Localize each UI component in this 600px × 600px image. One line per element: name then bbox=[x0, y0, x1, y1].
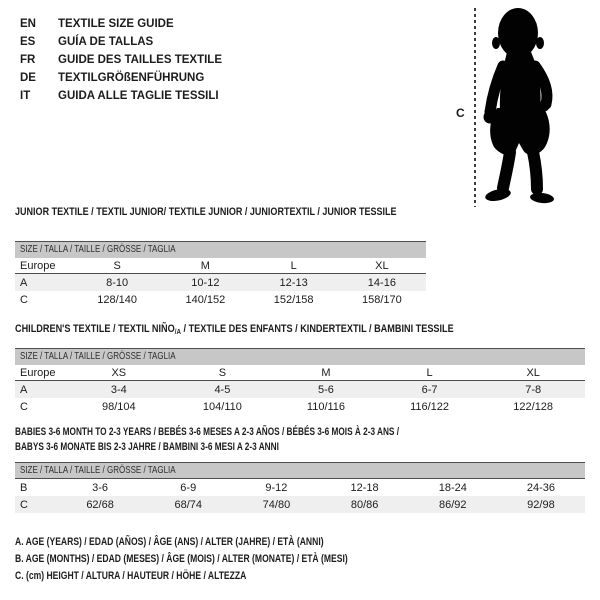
table-row bbox=[15, 258, 426, 274]
title-text: / TEXTILE DES ENFANTS / KINDERTEXTIL / BAMBINI TESSILE bbox=[180, 323, 454, 335]
value-cell: 10-12 bbox=[191, 276, 220, 289]
height-measure-dashed-line bbox=[474, 8, 476, 207]
language-code: FR bbox=[20, 54, 36, 66]
guide-title-it: GUIDA ALLE TAGLIE TESSILI bbox=[58, 90, 219, 102]
language-code: EN bbox=[20, 18, 36, 30]
table-row bbox=[15, 479, 585, 496]
value-cell: 74/80 bbox=[262, 498, 291, 511]
language-row-en bbox=[20, 15, 222, 33]
language-code: ES bbox=[20, 36, 36, 48]
footnote-a: A. AGE (YEARS) / EDAD (AÑOS) / ÂGE (ANS) / ALTER (JAHRE) / ETÀ (ANNI) bbox=[15, 536, 324, 548]
row-label: B bbox=[20, 481, 28, 494]
size-cell: XS bbox=[111, 366, 127, 379]
row-label: C bbox=[20, 400, 28, 413]
value-cell: 4-5 bbox=[214, 383, 231, 396]
title-line-2: BABYS 3-6 MONATE BIS 2-3 JAHRE / BAMBINI 3-6 MESI A 2-3 ANNI bbox=[15, 441, 279, 453]
title-text: CHILDREN'S TEXTILE / TEXTIL NIÑO bbox=[15, 323, 175, 335]
baby-silhouette-icon bbox=[481, 6, 573, 207]
table-row bbox=[15, 274, 426, 291]
babies-table bbox=[15, 462, 585, 513]
value-cell: 110/116 bbox=[306, 400, 346, 413]
value-cell: 152/158 bbox=[273, 293, 314, 306]
value-cell: 6-7 bbox=[421, 383, 438, 396]
junior-textile-section bbox=[15, 205, 480, 308]
value-cell: 12-13 bbox=[279, 276, 308, 289]
size-header-label: SIZE / TALLA / TAILLE / GRÖSSE / TAGLIA bbox=[20, 351, 176, 362]
childrens-table-title bbox=[15, 322, 488, 339]
childrens-textile-section bbox=[15, 322, 585, 415]
size-cell: S bbox=[218, 366, 227, 379]
language-code: DE bbox=[20, 72, 36, 84]
size-header-label: SIZE / TALLA / TAILLE / GRÖSSE / TAGLIA bbox=[20, 465, 176, 476]
footnote-c: C. (cm) HEIGHT / ALTURA / HAUTEUR / HÖHE / ALTEZZA bbox=[15, 570, 247, 582]
value-cell: 98/104 bbox=[101, 400, 136, 413]
language-code: IT bbox=[20, 90, 31, 102]
language-row-it bbox=[20, 87, 222, 105]
value-cell: 68/74 bbox=[174, 498, 203, 511]
value-cell: 6-9 bbox=[180, 481, 197, 494]
value-cell: 62/68 bbox=[86, 498, 114, 511]
row-label: A bbox=[20, 383, 28, 396]
junior-table-title: JUNIOR TEXTILE / TEXTIL JUNIOR/ TEXTILE JUNIOR / JUNIORTEXTIL / JUNIOR TESSILE bbox=[15, 206, 397, 218]
junior-table bbox=[15, 241, 426, 308]
table-row bbox=[15, 496, 585, 513]
height-measure-label: C bbox=[456, 106, 465, 120]
value-cell: 122/128 bbox=[513, 400, 554, 413]
value-cell: 80/86 bbox=[350, 498, 379, 511]
size-header-label: SIZE / TALLA / TAILLE / GRÖSSE / TAGLIA bbox=[20, 244, 176, 255]
value-cell: 7-8 bbox=[525, 383, 542, 396]
size-cell: M bbox=[321, 366, 331, 379]
size-header-bar bbox=[15, 349, 585, 365]
row-label: C bbox=[20, 293, 28, 306]
value-cell: 128/140 bbox=[97, 293, 137, 306]
size-header-bar bbox=[15, 463, 585, 479]
value-cell: 116/122 bbox=[410, 400, 450, 413]
title-subscript: /A bbox=[174, 327, 181, 336]
value-cell: 12-18 bbox=[350, 481, 379, 494]
value-cell: 86/92 bbox=[439, 498, 467, 511]
babies-textile-section bbox=[15, 425, 585, 513]
footnote-b: B. AGE (MONTHS) / EDAD (MESES) / ÂGE (MOIS) / ALTER (MONATE) / ETÀ (MESI) bbox=[15, 553, 348, 565]
size-cell: XL bbox=[375, 259, 389, 272]
guide-title-de: TEXTILGRÖßENFÜHRUNG bbox=[58, 72, 205, 84]
legend-footnotes bbox=[15, 536, 442, 587]
value-cell: 92/98 bbox=[527, 498, 555, 511]
value-cell: 158/170 bbox=[361, 293, 402, 306]
language-row-fr bbox=[20, 51, 222, 69]
title-line-1: BABIES 3-6 MONTH TO 2-3 YEARS / BEBÉS 3-6 MESES A 2-3 AÑOS / BÉBÉS 3-6 MOIS À 2-3 ANS / bbox=[15, 426, 400, 438]
value-cell: 18-24 bbox=[438, 481, 467, 494]
guide-title-es: GUÍA DE TALLAS bbox=[58, 36, 154, 48]
value-cell: 140/152 bbox=[185, 293, 226, 306]
table-row bbox=[15, 291, 426, 308]
value-cell: 3-6 bbox=[92, 481, 109, 494]
language-row-es bbox=[20, 33, 222, 51]
guide-title-en: TEXTILE SIZE GUIDE bbox=[58, 18, 174, 30]
table-row bbox=[15, 381, 585, 398]
babies-table-title bbox=[15, 425, 443, 455]
size-cell: L bbox=[426, 366, 433, 379]
childrens-table bbox=[15, 348, 585, 415]
row-label: Europe bbox=[20, 366, 56, 379]
size-cell: L bbox=[290, 259, 297, 272]
size-header-bar bbox=[15, 242, 426, 258]
value-cell: 3-4 bbox=[110, 383, 127, 396]
size-cell: S bbox=[113, 259, 121, 272]
value-cell: 5-6 bbox=[318, 383, 334, 396]
row-label: C bbox=[20, 498, 28, 511]
language-row-de bbox=[20, 69, 222, 87]
value-cell: 24-36 bbox=[526, 481, 556, 494]
table-row bbox=[15, 398, 585, 415]
row-label: Europe bbox=[20, 259, 56, 272]
size-cell: XL bbox=[526, 366, 540, 379]
table-row bbox=[15, 365, 585, 381]
value-cell: 8-10 bbox=[106, 276, 129, 289]
size-cell: M bbox=[200, 259, 210, 272]
row-label: A bbox=[20, 276, 28, 289]
language-list bbox=[20, 15, 222, 105]
value-cell: 104/110 bbox=[202, 400, 242, 413]
value-cell: 14-16 bbox=[367, 276, 396, 289]
value-cell: 9-12 bbox=[265, 481, 288, 494]
guide-title-fr: GUIDE DES TAILLES TEXTILE bbox=[58, 54, 222, 66]
